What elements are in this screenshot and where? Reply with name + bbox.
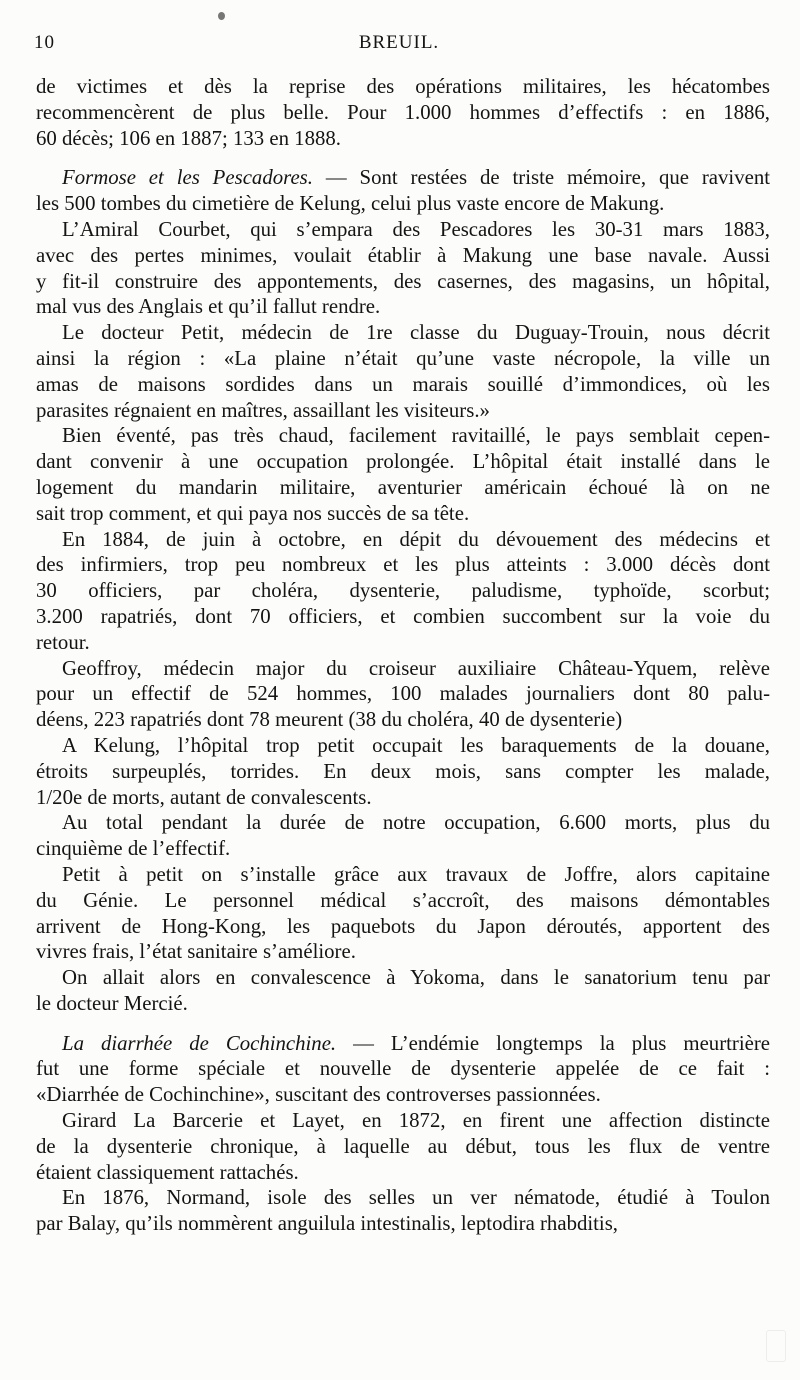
line-text: arrivent de Hong-Kong, les paquebots du Japon déroutés, apportent des	[36, 914, 770, 938]
line-text: Bien éventé, pas très chaud, facilement ravitaillé, le pays semblait cepen-	[62, 424, 770, 448]
paragraph	[36, 656, 770, 733]
line-text: Petit à petit on s’installe grâce aux travaux de Joffre, alors capitaine	[62, 862, 770, 886]
line-text: ainsi la région : «La plaine n’était qu’une vaste nécropole, la ville un	[36, 346, 770, 370]
line-text: vivres frais, l’état sanitaire s’améliore.	[36, 940, 356, 964]
line-text: logement du mandarin militaire, aventurier américain échoué là on ne	[36, 475, 770, 499]
line-text: Le docteur Petit, médecin de 1re classe du Duguay-Trouin, nous décrit	[62, 321, 770, 345]
text-line	[36, 372, 770, 398]
section-heading: La diarrhée de Cochinchine.	[62, 1031, 337, 1055]
line-text: Geoffroy, médecin major du croiseur auxiliaire Château-Yquem, relève	[62, 656, 770, 680]
paragraph	[36, 217, 770, 320]
line-text: cinquième de l’effectif.	[36, 837, 231, 861]
text-line	[36, 191, 770, 217]
line-text: étroits surpeuplés, torrides. En deux mois, sans compter les malade,	[36, 759, 770, 783]
line-text: Au total pendant la durée de notre occupation, 6.600 morts, plus du	[62, 811, 770, 835]
text-line	[36, 269, 770, 295]
text-line	[36, 1031, 770, 1057]
line-text: fut une forme spéciale et nouvelle de dysenterie appelée de ce fait :	[36, 1057, 770, 1081]
text-line	[36, 74, 770, 100]
line-text: — L’endémie longtemps la plus meurtrière	[336, 1031, 770, 1055]
line-text: dant convenir à une occupation prolongée. L’hôpital était installé dans le	[36, 450, 770, 474]
line-text: — Sont restées de triste mémoire, que ravivent	[312, 166, 771, 190]
text-line	[36, 346, 770, 372]
text-line	[36, 320, 770, 346]
paragraph	[36, 965, 770, 1017]
line-text: sait trop comment, et qui paya nos succès de sa tête.	[36, 501, 470, 525]
line-text: 1/20e de morts, autant de convalescents.	[36, 785, 372, 809]
line-text: le docteur Mercié.	[36, 991, 188, 1015]
line-text: du Génie. Le personnel médical s’accroît, des maisons démontables	[36, 888, 770, 912]
paragraph	[36, 423, 770, 526]
line-text: 3.200 rapatriés, dont 70 officiers, et combien succombent sur la voie du	[36, 604, 770, 628]
text-line	[36, 914, 770, 940]
body-text	[36, 74, 770, 1237]
text-line	[36, 217, 770, 243]
paragraph	[36, 733, 770, 810]
line-text: des infirmiers, trop peu nombreux et les plus atteints : 3.000 décès dont	[36, 553, 770, 577]
line-text: de victimes et dès la reprise des opérations militaires, les hécatombes	[36, 75, 770, 98]
text-line	[36, 939, 770, 965]
text-line	[36, 1056, 770, 1082]
line-text: «Diarrhée de Cochinchine», suscitant des controverses passionnées.	[36, 1083, 601, 1107]
text-line	[36, 965, 770, 991]
line-text: 60 décès; 106 en 1887; 133 en 1888.	[36, 126, 341, 150]
line-text: recommencèrent de plus belle. Pour 1.000 hommes d’effectifs : en 1886,	[36, 100, 770, 124]
text-line	[36, 1108, 770, 1134]
text-line	[36, 1185, 770, 1211]
line-text: par Balay, qu’ils nommèrent anguilula intestinalis, leptodira rhabditis,	[36, 1212, 618, 1236]
text-line	[36, 578, 770, 604]
line-text: A Kelung, l’hôpital trop petit occupait les baraquements de la douane,	[62, 733, 770, 757]
ink-speck	[218, 12, 225, 20]
line-text: de la dysenterie chronique, à laquelle au début, tous les flux de ventre	[36, 1134, 770, 1158]
paragraph	[36, 527, 770, 656]
line-text: parasites régnaient en maîtres, assaillant les visiteurs.»	[36, 398, 490, 422]
text-line	[36, 1134, 770, 1160]
page-number: 10	[34, 32, 55, 53]
text-line	[36, 630, 770, 656]
page-header	[34, 32, 764, 62]
line-text: amas de maisons sordides dans un marais souillé d’immondices, où les	[36, 372, 770, 396]
line-text: Girard La Barcerie et Layet, en 1872, en firent une affection distincte	[62, 1109, 770, 1133]
text-line	[36, 991, 770, 1017]
text-line	[36, 1160, 770, 1186]
line-text: mal vus des Anglais et qu’il fallut rendre.	[36, 295, 381, 319]
text-line	[36, 707, 770, 733]
text-line	[36, 681, 770, 707]
text-line	[36, 733, 770, 759]
text-line	[36, 126, 770, 152]
line-text: En 1884, de juin à octobre, en dépit du dévouement des médecins et	[62, 527, 770, 551]
text-line	[36, 552, 770, 578]
text-line	[36, 1082, 770, 1108]
text-line	[36, 475, 770, 501]
text-line	[36, 836, 770, 862]
text-line	[36, 1211, 770, 1237]
line-text: déens, 223 rapatriés dont 78 meurent (38 du choléra, 40 de dysenterie)	[36, 708, 623, 732]
line-text: retour.	[36, 630, 90, 654]
text-line	[36, 862, 770, 888]
text-line	[36, 527, 770, 553]
text-line	[36, 759, 770, 785]
text-line	[36, 810, 770, 836]
text-line	[36, 785, 770, 811]
text-line	[36, 888, 770, 914]
paragraph	[36, 74, 770, 151]
line-text: 30 officiers, par choléra, dysenterie, paludisme, typhoïde, scorbut;	[36, 579, 770, 603]
line-text: y fit-il construire des appontements, des casernes, des magasins, un hôpital,	[36, 269, 770, 293]
text-line	[36, 294, 770, 320]
section-heading: Formose et les Pescadores.	[62, 166, 313, 190]
running-title: BREUIL.	[358, 32, 440, 53]
text-line	[36, 398, 770, 424]
line-text: En 1876, Normand, isole des selles un ver nématode, étudié à Toulon	[62, 1186, 770, 1210]
text-line	[36, 423, 770, 449]
text-line	[36, 100, 770, 126]
section-paragraph	[36, 165, 770, 217]
line-text: pour un effectif de 524 hommes, 100 malades journaliers dont 80 palu-	[36, 682, 770, 706]
line-text: On allait alors en convalescence à Yokoma, dans le sanatorium tenu par	[62, 966, 770, 990]
text-line	[36, 165, 770, 191]
text-line	[36, 449, 770, 475]
paragraph	[36, 320, 770, 423]
text-line	[36, 656, 770, 682]
paragraph	[36, 1108, 770, 1185]
text-line	[36, 243, 770, 269]
text-line	[36, 501, 770, 527]
section-paragraph	[36, 1031, 770, 1108]
line-text: les 500 tombes du cimetière de Kelung, celui plus vaste encore de Makung.	[36, 192, 665, 216]
paragraph	[36, 1185, 770, 1237]
paragraph	[36, 810, 770, 862]
line-text: L’Amiral Courbet, qui s’empara des Pescadores les 30-31 mars 1883,	[62, 217, 770, 241]
page-edge-mark	[766, 1330, 786, 1362]
paragraph	[36, 862, 770, 965]
text-line	[36, 604, 770, 630]
line-text: avec des pertes minimes, voulait établir à Makung une base navale. Aussi	[36, 243, 770, 267]
line-text: étaient classiquement rattachés.	[36, 1160, 299, 1184]
